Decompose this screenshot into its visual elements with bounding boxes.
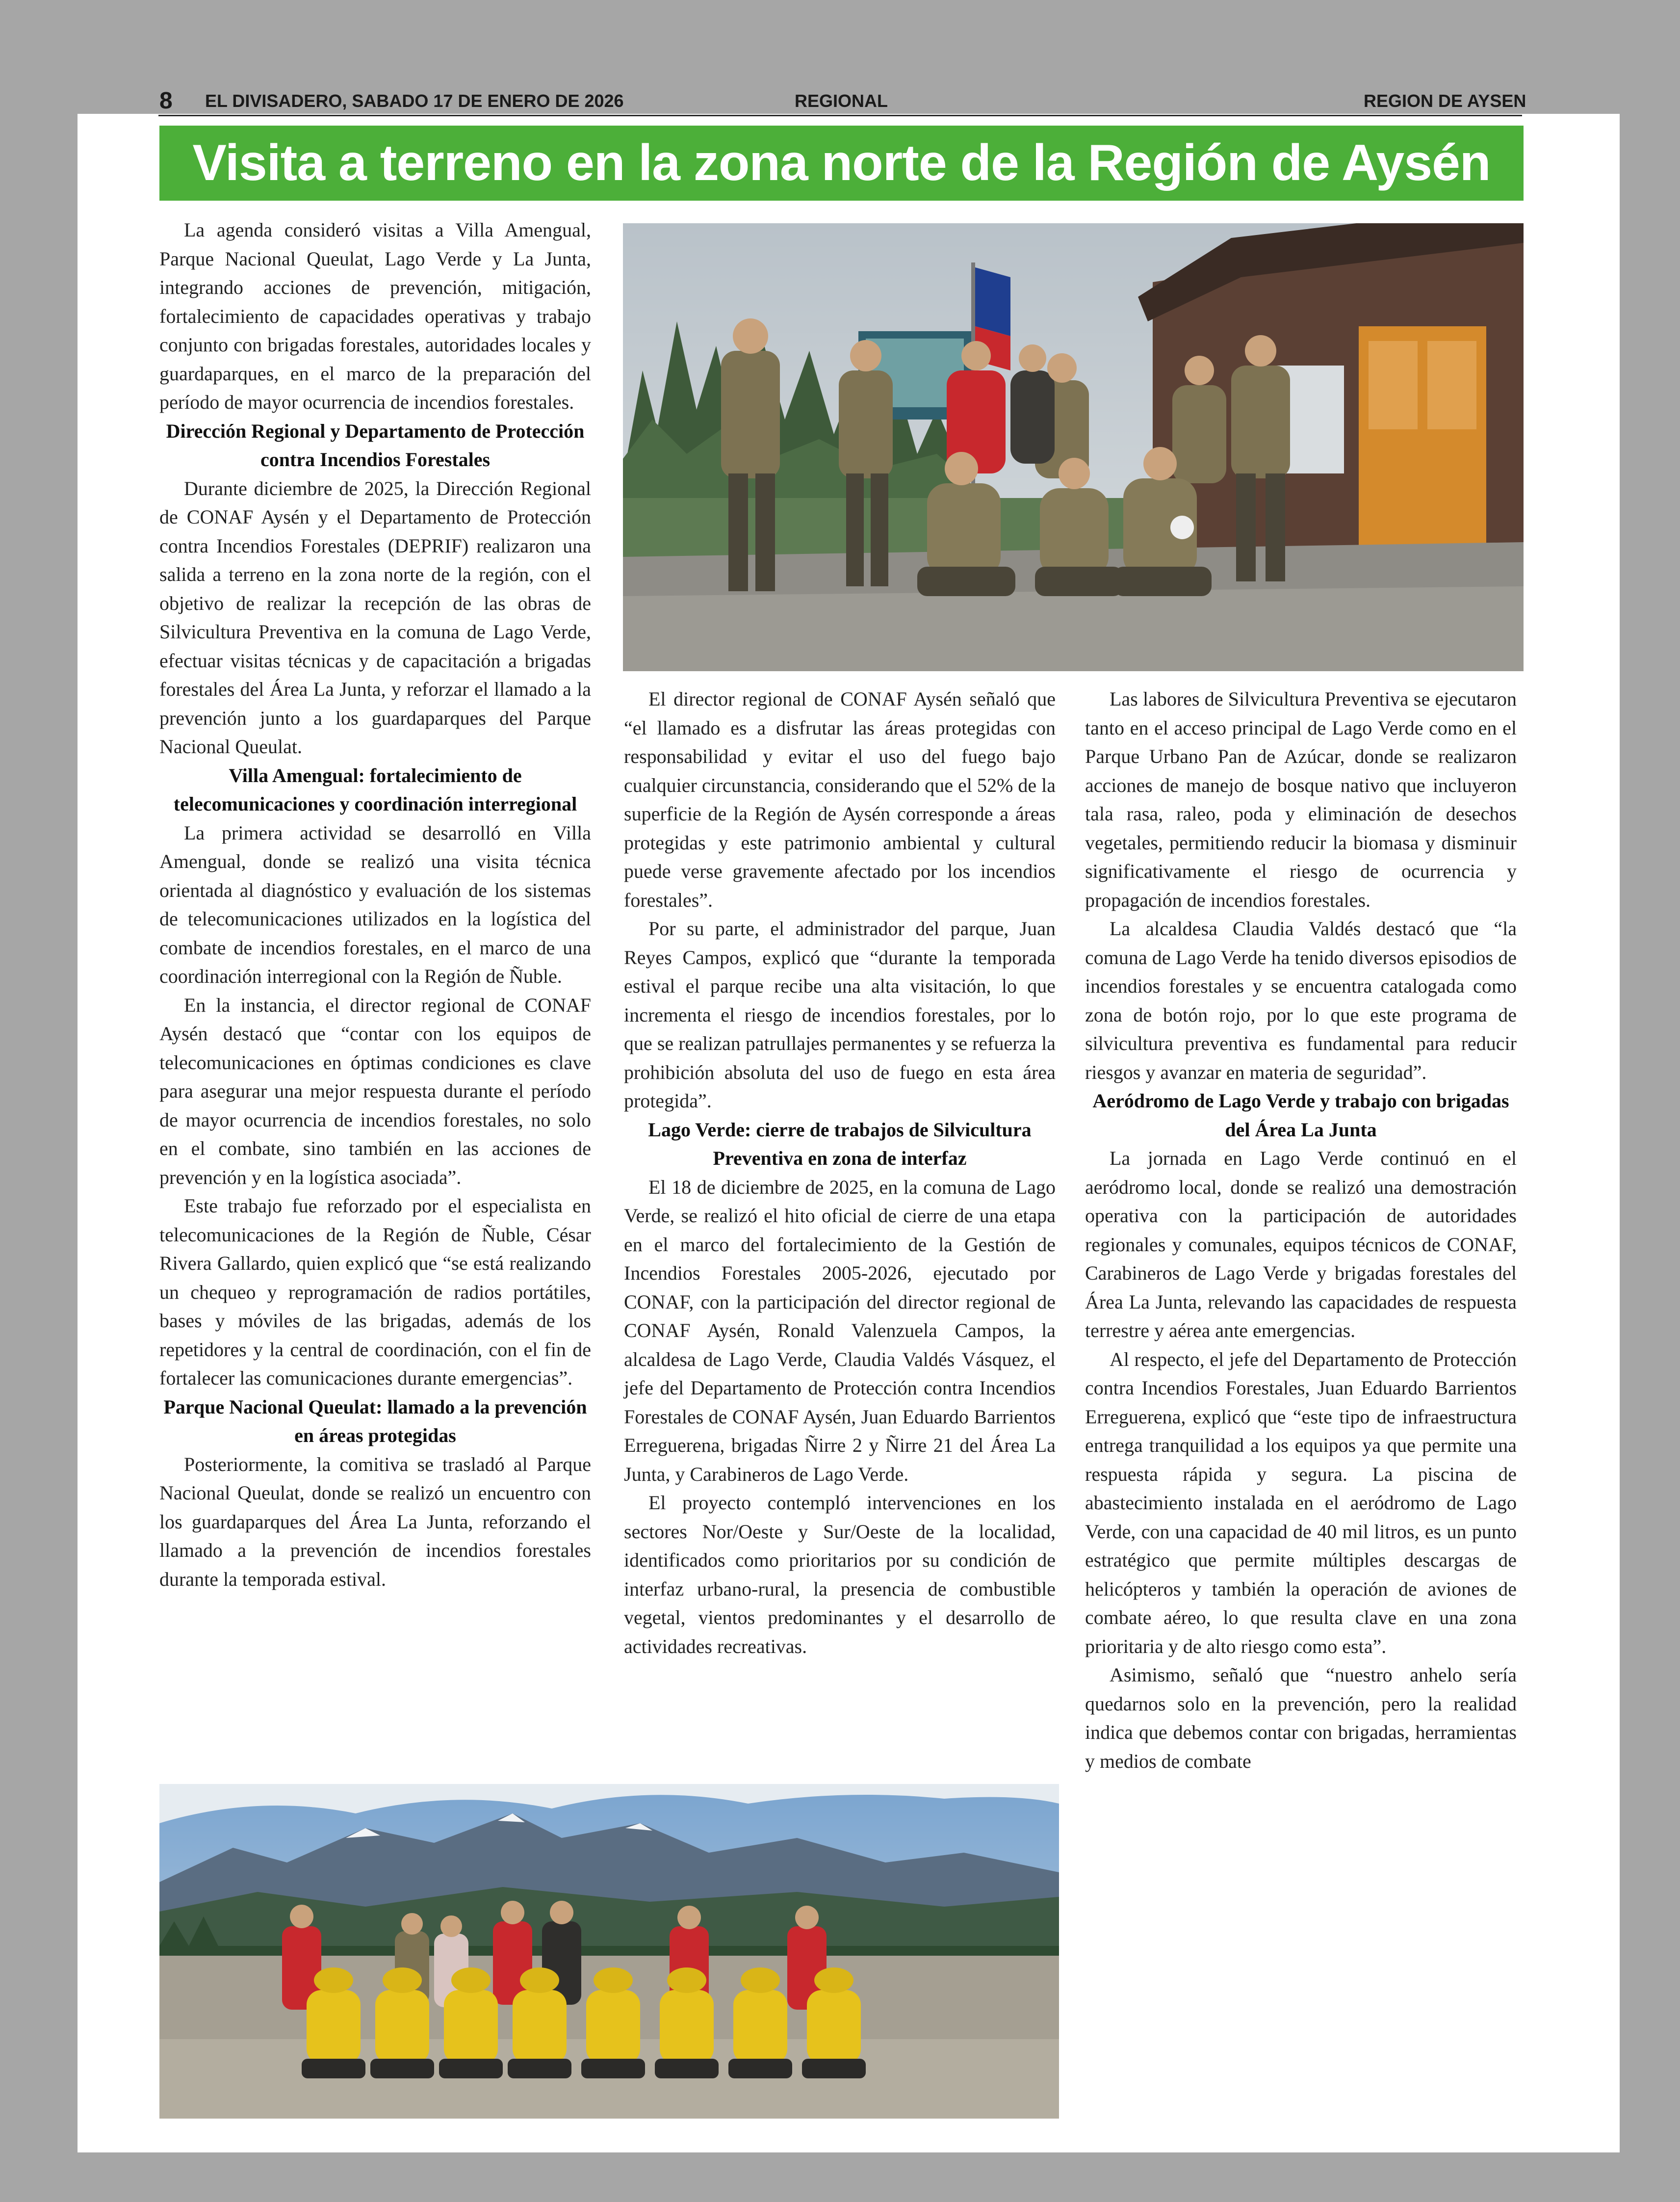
- paragraph-split: Posteriormente, la comitiva se trasladó al Parque Nacional Queulat, donde se realizó un encuentro con los guardaparques del Área La Junta, reforzando el llamado a la prevención de incendios forestales durante la temporada estival.: [159, 1453, 591, 1590]
- region-label: REGION DE AYSEN: [1364, 91, 1526, 111]
- text-column-3: [1085, 685, 1517, 1776]
- section-label: REGIONAL: [795, 91, 888, 111]
- paragraph: La alcaldesa Claudia Valdés destacó que “la comuna de Lago Verde ha tenido diversos episodios de incendios forestales y se encuentra catalogada como zona de botón rojo, por lo que este programa de silvicultura preventiva es fundamental para reducir riesgos y avanzar en materia de seguridad”.: [1085, 918, 1517, 1083]
- paragraph-split: El proyecto contempló intervenciones en los sectores Nor/Oeste y Sur/Oeste de la localidad, identificados como prioritarios por su condición de interfaz urbano-rural, la presencia de combustible vegetal, vientos predominantes y el desarrollo de actividades recreativas.: [624, 1492, 1056, 1657]
- page-number: 8: [159, 88, 173, 114]
- subheading-lago-verde: Lago Verde: cierre de trabajos de Silvicultura Preventiva en zona de interfaz: [648, 1118, 1032, 1169]
- paragraph: Las labores de Silvicultura Preventiva se ejecutaron tanto en el acceso principal de Lago Verde como en el Parque Urbano Pan de Azúcar, donde se realizaron acciones de manejo de bosque nativo que incluyeron tala rasa, raleo, poda y eliminación de desechos vegetales, permitiendo reducir la biomasa y disminuir significativamente el riesgo de ocurrencia y propagación de incendios forestales.: [1085, 688, 1517, 911]
- text-column-1: [159, 216, 591, 1594]
- photo-guardaparques-queulat: [623, 223, 1524, 671]
- subheading-villa-amengual: Villa Amengual: fortalecimiento de telecomunicaciones y coordinación interregional: [173, 764, 577, 815]
- paragraph: El 18 de diciembre de 2025, en la comuna de Lago Verde, se realizó el hito oficial de cierre de una etapa en el marco del fortalecimiento de la Gestión de Incendios Forestales 2005-2026, ejecutado por CONAF, con la participación del director regional de CONAF Aysén, Ronald Valenzuela Campos, la alcaldesa de Lago Verde, Claudia Valdés Vásquez, el jefe del Departamento de Protección contra Incendios Forestales de CONAF Aysén, Juan Eduardo Barrientos Erreguerena, brigadas Ñirre 2 y Ñirre 21 del Área La Junta, y Carabineros de Lago Verde.: [624, 1176, 1056, 1485]
- paragraph: En la instancia, el director regional de CONAF Aysén destacó que “contar con los equipos de telecomunicaciones en óptimas condiciones es clave para asegurar una mejor respuesta durante el período de mayor ocurrencia de incendios forestales, no solo en el combate, sino también en las acciones de prevención y en la logística asociada”.: [159, 994, 591, 1188]
- paragraph: La jornada en Lago Verde continuó en el aeródromo local, donde se realizó una demostración operativa con la participación de autoridades regionales y comunales, equipos técnicos de CONAF, Carabineros de Lago Verde y brigadas forestales del Área La Junta, relevando las capacidades de respuesta terrestre y aérea ante emergencias.: [1085, 1147, 1517, 1341]
- paragraph: Por su parte, el administrador del parque, Juan Reyes Campos, explicó que “durante la temporada estival el parque recibe una alta visitación, lo que incrementa el riesgo de incendios forestales, por lo que se realizan patrullajes permanentes y se refuerza la prohibición absoluta del uso de fuego en esta área protegida”.: [624, 918, 1056, 1112]
- intro-paragraph: La agenda consideró visitas a Villa Amengual, Parque Nacional Queulat, Lago Verde y La Junta, integrando acciones de prevención, mitigación, fortalecimiento de capacidades operativas y trabajo conjunto con brigadas forestales, autoridades locales y guardaparques, en el marco de la preparación del período de mayor ocurrencia de incendios forestales.: [159, 219, 591, 413]
- photo-brigadas-aerodromo: [159, 1784, 1059, 2119]
- subheading-direccion-regional: Dirección Regional y Departamento de Protección contra Incendios Forestales: [166, 419, 585, 471]
- paragraph: Asimismo, señaló que “nuestro anhelo sería quedarnos solo en la prevención, pero la realidad indica que debemos contar con brigadas, herramientas y medios de combate: [1085, 1664, 1517, 1772]
- paragraph: Este trabajo fue reforzado por el especialista en telecomunicaciones de la Región de Ñuble, César Rivera Gallardo, quien explicó que “se está realizando un chequeo y reprogramación de radios portátiles, bases y móviles de las brigadas, además de los repetidores y la central de coordinación, con el fin de fortalecer las comunicaciones durante emergencias”.: [159, 1195, 591, 1389]
- paragraph: El director regional de CONAF Aysén señaló que “el llamado es a disfrutar las áreas protegidas con responsabilidad y evitar el uso del fuego bajo cualquier circunstancia, considerando que el 52% de la superficie de la Región de Aysén corresponde a áreas protegidas y este patrimonio ambiental y cultural puede verse gravemente afectado por los incendios forestales”.: [624, 688, 1056, 911]
- publication-date-line: EL DIVISADERO, SABADO 17 DE ENERO DE 2026: [205, 91, 624, 111]
- article-title: Visita a terreno en la zona norte de la Región de Aysén: [159, 126, 1524, 201]
- subheading-aerodromo: Aeródromo de Lago Verde y trabajo con brigadas del Área La Junta: [1092, 1090, 1509, 1141]
- paragraph: Al respecto, el jefe del Departamento de Protección contra Incendios Forestales, Juan Eduardo Barrientos Erreguerena, explicó que “este tipo de infraestructura entrega tranquilidad a los equipos ya que permite una respuesta rápida y segura. La piscina de abastecimiento instalada en el aeródromo de Lago Verde, con una capacidad de 40 mil litros, es un punto estratégico que permite múltiples descargas de helicópteros y también la operación de aviones de combate aéreo, lo que resulta clave en una zona prioritaria y de alto riesgo como esta”.: [1085, 1348, 1517, 1657]
- paragraph: La primera actividad se desarrolló en Villa Amengual, donde se realizó una visita técnica orientada al diagnóstico y evaluación de los sistemas de telecomunicaciones utilizados en la logística del combate de incendios forestales, en el marco de una coordinación interregional con la Región de Ñuble.: [159, 821, 591, 987]
- header-rule: [158, 115, 1522, 116]
- paragraph: Durante diciembre de 2025, la Dirección Regional de CONAF Aysén y el Departamento de Protección contra Incendios Forestales (DEPRIF) realizaron una salida a terreno en la zona norte de la región, con el objetivo de realizar la recepción de las obras de Silvicultura Preventiva en la comuna de Lago Verde, efectuar visitas técnicas y de capacitación a brigadas forestales del Área La Junta, y reforzar el llamado a la prevención junto a los guardaparques del Parque Nacional Queulat.: [159, 477, 591, 758]
- text-column-2: [624, 685, 1056, 1661]
- subheading-parque-queulat: Parque Nacional Queulat: llamado a la prevención en áreas protegidas: [163, 1395, 587, 1446]
